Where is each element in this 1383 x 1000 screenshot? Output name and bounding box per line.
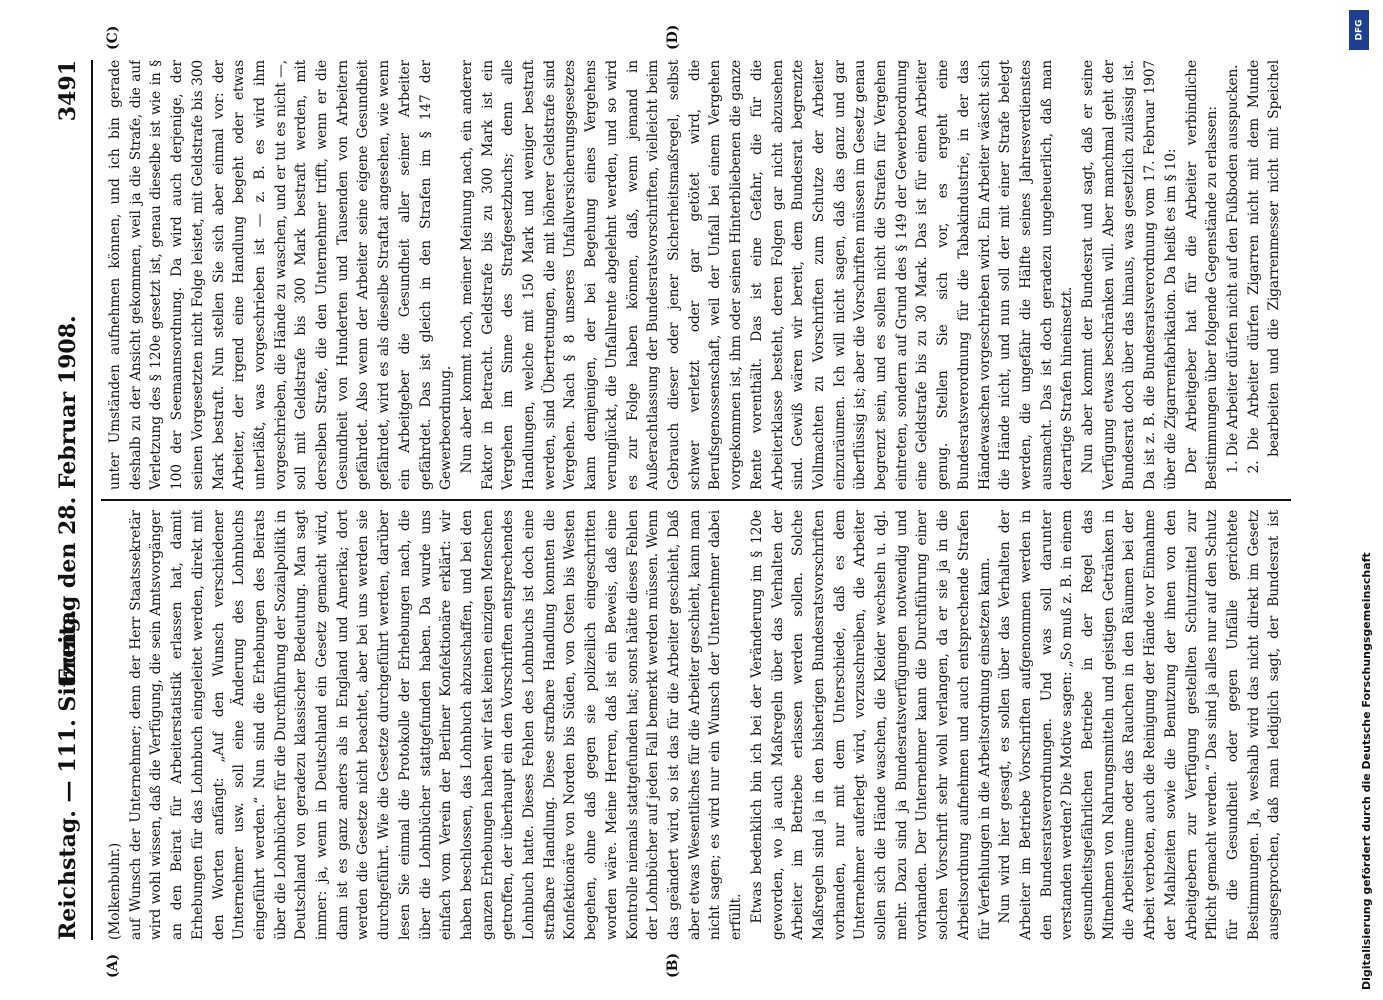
column-divider — [101, 499, 1291, 501]
margin-mark-a: (A) — [105, 953, 121, 978]
margin-mark-b: (B) — [665, 952, 681, 978]
quoted-paragraph: Der Arbeitgeber hat für die Arbeiter verbindliche Bestimmungen über folgende Gegenstände zu erlassen: — [1183, 60, 1221, 490]
header-session: Reichstag. — 111. Sitzung. — [55, 609, 81, 940]
paragraph: Etwas bedenklich bin ich bei der Veränderung im § 120e geworden, wo ja auch Maßregeln über das Verhalten der Arbeiter im Betriebe erlassen werden sollen. Solche Maßregeln sind ja in den bisherigen Bundesratsvorschriften vorhanden, nur mit dem Unterschiede, daß es dem Unternehmer auferlegt wird, vorzuschreiben, die Arbeiter sollen sich die Hände waschen, die Kleider wechseln u. dgl. mehr. Dazu sind ja Bundesratsverfügungen notwendig und vorhanden. Der Unternehmer kann die Durchführung einer solchen Vorschrift sehr wohl verlangen, da er sie ja in die Arbeitsordnung aufnehmen und auch entsprechende Strafen für Verfehlungen in die Arbeitsordnung einsetzen kann. — [748, 510, 993, 940]
margin-mark-c: (C) — [105, 25, 121, 50]
header-date: Freitag den 28. Februar 1908. — [55, 315, 81, 685]
paragraph: Nun aber kommt der Bundesrat und sagt, daß er seine Verfügung etwas beschränken will. Aber manchmal geht der Bundesrat doch über das hinaus, was gesetzlich zulässig ist. Da ist z. B. die Bundesratsverordnung vom 17. Februar 1907 über die Zigarrenfabrikation. Da heißt es im § 10: — [1080, 60, 1179, 490]
speaker-name: (Molkenbuhr.) — [107, 842, 123, 940]
page-header — [45, 60, 93, 940]
list-item: 2. Die Arbeiter dürfen Zigarren nicht mit dem Munde bearbeiten und die Zigarrenmesser nicht mit Speichel — [1245, 60, 1283, 474]
left-text-column — [105, 510, 1285, 940]
paragraph: unter Umständen aufnehmen können, und ich bin gerade deshalb zu der Ansicht gekommen, weil ja die Strafe, die auf Verletzung des § 120e gesetzt ist, genau dieselbe ist wie in § 100 der Seemannsordnung. Da wird auch derjenige, der seinen Vorgesetzten nicht Folge leistet, mit Geldstrafe bis 300 Mark bestraft. Nun stellen Sie sich aber einmal vor: der Arbeiter, der irgend eine Handlung begeht oder etwas unterläßt, was vorgeschrieben ist — z. B. es wird ihm vorgeschrieben, die Hände zu waschen, und er tut es nicht —, soll mit Geldstrafe bis 300 Mark bestraft werden, mit derselben Strafe, die den Unternehmer trifft, wenn er die Gesundheit von Hunderten und Tausenden von Arbeitern gefährdet. Also wenn der Arbeiter seine eigene Gesundheit gefährdet, wird es als dieselbe Straftat angesehen, wie wenn ein Arbeitgeber die Gesundheit aller seiner Arbeiter gefährdet. Das ist gleich in den Strafen im § 147 der Gewerbeordnung. — [107, 60, 455, 490]
rotated-page — [25, 0, 1355, 1000]
paragraph: Nun wird hier gesagt, es sollen über das Verhalten der Arbeiter im Betriebe Vorschriften aufgenommen werden in den Bundesratsverordnungen. Und was soll darunter verstanden werden? Die Motive sagen: „So muß z. B. in einem gesundheitsgefährlichen Betriebe in der Regel das Mitnehmen von Nahrungsmitteln und geistigen Getränken in die Arbeitsräume oder das Rauchen in den Räumen bei der Arbeit verboten, auch die Reinigung der Hände vor Einnahme der Mahlzeiten sowie die Benutzung der ihnen von den Arbeitgebern zur Verfügung gestellten Schutzmittel zur Pflicht gemacht werden.“ Das sind ja alles nur auf den Schutz für die Gesundheit oder gegen Unfälle gerichtete Bestimmungen. Ja, weshalb wird das nicht direkt im Gesetz ausgesprochen, daß man lediglich sagt, der Bundesrat ist — [997, 510, 1283, 940]
dfg-logo-icon: DFG — [1349, 10, 1369, 50]
list-item: 1. Die Arbeiter dürfen nicht auf den Fußboden ausspucken. — [1224, 64, 1241, 474]
paragraph: Nun aber kommt noch, meiner Meinung nach, ein anderer Faktor in Betracht. Geldstrafe bis zu 300 Mark ist ein Vergehen im Sinne des Strafgesetzbuchs; denn alle Handlungen, welche mit 150 Mark und weniger bestraft werden, sind Übertretungen, die mit höherer Geldstrafe sind Vergehen. Nach § 8 unseres Unfallversicherungsgesetzes kann demjenigen, der bei Begehung eines Vergehens verunglückt, die Unfallrente abgelehnt werden, und so wird es zur Folge haben können, daß, wenn jemand in Außerachtlassung der Bundesratsvorschriften, vielleicht beim Gebrauch dieser oder jener Sicherheitsmaßregel, selbst schwer verletzt oder gar getötet wird, die Berufsgenossenschaft, weil der Unfall bei einem Vergehen vorgekommen ist, ihm oder seinen Hinterbliebenen die ganze Rente vorenthält. Das ist eine Gefahr, die für die Arbeiterklasse besteht, deren Folgen gar nicht abzusehen sind. Gewiß wären wir bereit, dem Bundesrat begrenzte Vollmachten zu Vorschriften zum Schutze der Arbeiter einzuräumen. Ich will nicht sagen, daß das ganz und gar überflüssig ist; aber die Vorschriften müssen im Gesetz genau begrenzt sein, und es sollen nicht die Strafen für Vergehen eintreten, sondern auf Grund des § 149 der Gewerbeordnung eine Geldstrafe bis zu 30 Mark. Das ist für einen Arbeiter genug. Stellen Sie sich vor, es ergeht eine Bundesratsverordnung für die Tabakindustrie, in der das Händewaschen vorgeschrieben wird. Ein Arbeiter wäscht sich die Hände nicht, und nun soll der mit einer Strafe belegt werden, die ungefähr die Hälfte seines Jahresverdienstes ausmacht. Das ist doch geradezu ungeheuerlich, daß man derartige Strafen hineinsetzt. — [458, 60, 1076, 490]
margin-mark-d: (D) — [665, 24, 681, 50]
digitization-credit: Digitalisierung gefördert durch die Deutsche Forschungsgemeinschaft — [1360, 552, 1373, 990]
right-text-column — [105, 60, 1285, 490]
page-number: 3491 — [55, 60, 81, 122]
paragraph: auf Wunsch der Unternehmer; denn der Herr Staatssekretär wird wohl wissen, daß die Verfügung, die sein Amtsvorgänger an den Beirat für Arbeiterstatistik erlassen hat, damit Erhebungen für das Lohnbuch eingeleitet werden, direkt mit den Worten anfängt: „Auf den Wunsch verschiedener Unternehmer usw. soll eine Änderung des Lohnbuchs eingeführt werden.“ Nun sind die Erhebungen des Beirats über die Lohnbücher für die Durchführung der Sozialpolitik in Deutschland von geradezu klassischer Bedeutung. Man sagt immer: ja, wenn in Deutschland ein Gesetz gemacht wird, dann ist es ganz anders als in England und Amerika; dort werden die Gesetze nicht beachtet, aber bei uns werden sie durchgeführt. Wie die Gesetze durchgeführt werden, darüber lesen Sie einmal die Protokolle der Erhebungen nach, die über die Lohnbücher stattgefunden haben. Da wurde uns einfach vom Verein der Berliner Konfektionäre erklärt: wir haben beschlossen, das Lohnbuch abzuschaffen, und bei den ganzen Erhebungen haben wir fast keinen einzigen Menschen getroffen, der überhaupt ein den Vorschriften entsprechendes Lohnbuch hatte. Dieses Fehlen des Lohnbuchs ist doch eine strafbare Handlung. Diese strafbare Handlung konnten die Konfektionäre von Norden bis Süden, von Osten bis Westen begehen, ohne daß gegen sie polizeilich eingeschritten worden wäre. Meine Herren, daß ist ein Beweis, daß eine Kontrolle niemals stattgefunden hat; sonst hätte dieses Fehlen der Lohnbücher auf jeden Fall bemerkt werden müssen. Wenn das geändert wird, so ist das für die Arbeiter geschieht, Daß aber etwas Wesentliches für die Arbeiter geschieht, kann man nicht sagen; es wird nur ein Wunsch der Unternehmer dabei erfüllt. — [127, 510, 745, 940]
